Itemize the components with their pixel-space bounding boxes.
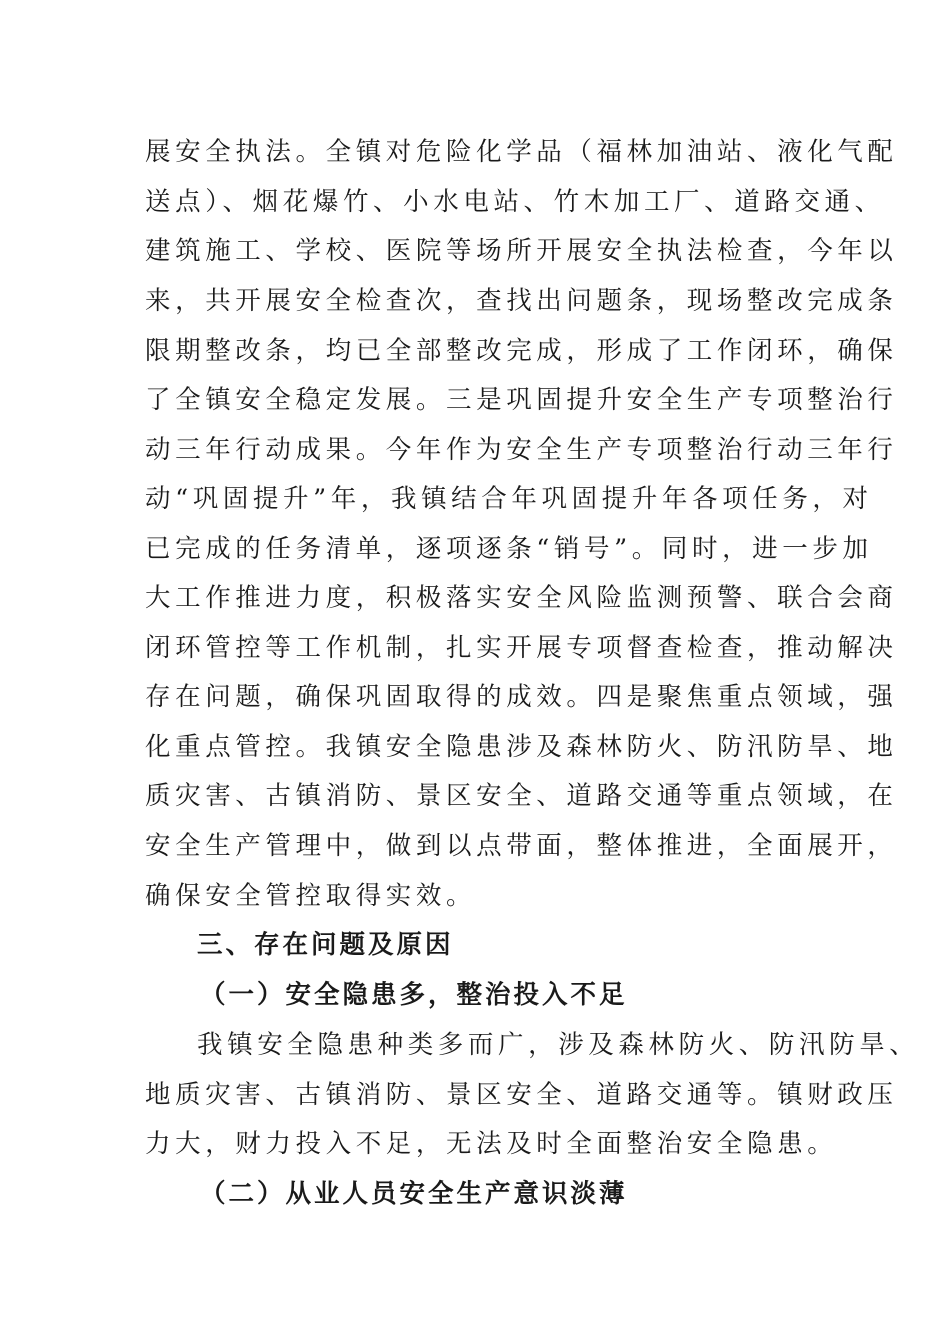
subheading-2: （二）从业人员安全生产意识淡薄: [200, 1179, 628, 1209]
body-text-line: 动“巩固提升”年，我镇结合年巩固提升年各项任务，对: [145, 484, 873, 514]
body-text-line: 建筑施工、学校、医院等场所开展安全执法检查，今年以: [145, 236, 898, 266]
body-text-line: 送点）、烟花爆竹、小水电站、竹木加工厂、道路交通、: [145, 187, 885, 217]
body-text-line: 质灾害、古镇消防、景区安全、道路交通等重点领域，在: [145, 781, 898, 811]
body-text-line: 动三年行动成果。今年作为安全生产专项整治行动三年行: [145, 435, 898, 465]
body-text-line: 限期整改条，均已全部整改完成，形成了工作闭环，确保: [145, 336, 898, 366]
body-text-line: 闭环管控等工作机制，扎实开展专项督查检查，推动解决: [145, 633, 898, 663]
body-text-line: 展安全执法。全镇对危险化学品（福林加油站、液化气配: [145, 137, 898, 167]
body-text-line: 已完成的任务清单，逐项逐条“销号”。同时，进一步加: [145, 534, 873, 564]
body-text-line: 安全生产管理中，做到以点带面，整体推进，全面展开，: [145, 831, 898, 861]
body-text-line: 我镇安全隐患种类多而广，涉及森林防火、防汛防旱、: [197, 1030, 920, 1060]
body-text-line: 地质灾害、古镇消防、景区安全、道路交通等。镇财政压: [145, 1080, 898, 1110]
body-text-line: 了全镇安全稳定发展。三是巩固提升安全生产专项整治行: [145, 385, 898, 415]
body-text-line: 化重点管控。我镇安全隐患涉及森林防火、防汛防旱、地: [145, 732, 898, 762]
body-text-line: 力大，财力投入不足，无法及时全面整治安全隐患。: [145, 1129, 838, 1159]
body-text-line: 存在问题，确保巩固取得的成效。四是聚焦重点领域，强: [145, 682, 898, 712]
body-text-line: 来，共开展安全检查次，查找出问题条，现场整改完成条: [145, 286, 898, 316]
body-text-line: 大工作推进力度，积极落实安全风险监测预警、联合会商: [145, 583, 898, 613]
body-text-line: 确保安全管控取得实效。: [145, 881, 477, 911]
subheading-1: （一）安全隐患多，整治投入不足: [200, 980, 628, 1010]
section-heading: 三、存在问题及原因: [197, 930, 454, 960]
